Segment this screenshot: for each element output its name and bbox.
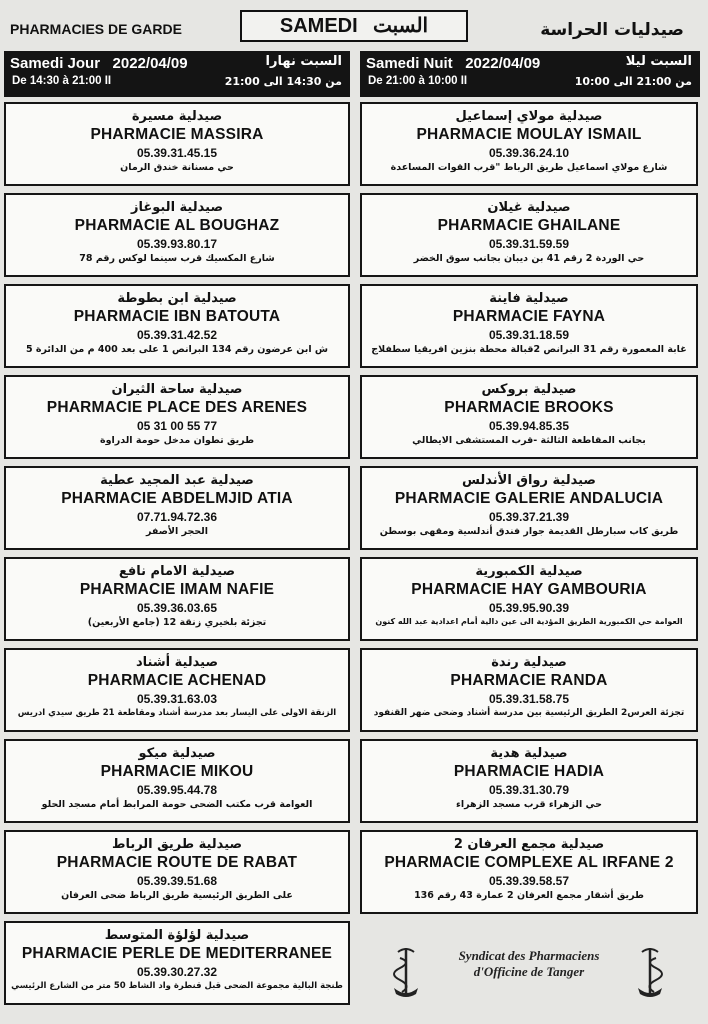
header-title-ar: صيدليات الحراسة xyxy=(540,20,684,40)
pharmacy-phone: 05.39.31.63.03 xyxy=(136,692,218,706)
pharmacy-card xyxy=(360,648,698,732)
pharmacy-phone: 05.39.39.51.68 xyxy=(136,874,218,888)
pharmacy-phone: 05.39.31.30.79 xyxy=(488,783,570,797)
pharmacy-name-ar: صيدلية الكمبورية xyxy=(475,564,583,579)
pharmacy-address: طنجة البالية مجموعة الضحى قبل قنطرة واد الشاط 50 متر من الشارع الرئيسي xyxy=(11,981,343,991)
pharmacy-phone: 07.71.94.72.36 xyxy=(136,510,218,524)
pharmacy-name-ar: صيدلية رندة xyxy=(491,655,567,670)
pharmacy-name-ar: صيدلية مسيرة xyxy=(131,109,223,124)
pharmacy-name: PHARMACIE PLACE DES ARENES xyxy=(46,399,308,416)
pharmacy-name-ar: صيدلية مجمع العرفان 2 xyxy=(453,837,605,852)
pharmacy-name-ar: صيدلية لؤلؤة المتوسط xyxy=(104,928,250,943)
pharmacy-name: PHARMACIE MOULAY ISMAIL xyxy=(416,126,642,143)
day-box xyxy=(240,10,468,42)
pharmacy-address: طريق تطوان مدخل حومة الدراوة xyxy=(99,435,255,446)
pharmacy-phone: 05.39.36.03.65 xyxy=(136,601,218,615)
pharmacy-name: PHARMACIE ROUTE DE RABAT xyxy=(56,854,298,871)
pharmacy-name: PHARMACIE IMAM NAFIE xyxy=(79,581,275,598)
pharmacy-card xyxy=(4,648,350,732)
night-shift-label-ar: السبت ليلا xyxy=(625,54,692,69)
pharmacy-address: ش ابن عرضون رقم 134 البرانص 1 على بعد 400 م من الدائرة 5 xyxy=(25,344,329,355)
pharmacy-name-ar: صيدلية غيلان xyxy=(487,200,571,215)
pharmacy-address: بجانب المقاطعة الثالثة -قرب المستشفى الايطالي xyxy=(412,435,646,446)
day-shift-hours-ar: من 14:30 الى 21:00 xyxy=(224,75,342,88)
pharmacy-address: تجزئة العرس2 الطريق الرئيسية بين مدرسة أشناد وضحى ضهر القنفود xyxy=(373,708,685,718)
pharmacy-name: PHARMACIE ACHENAD xyxy=(87,672,267,689)
pharmacy-address: غابة المعمورة رقم 31 البرانص 2قبالة محطة بنزين افريقيا سطفلاج xyxy=(371,344,687,355)
day-label-ar: السبت xyxy=(372,15,429,37)
day-shift-hours-fr: De 14:30 à 21:00 II xyxy=(12,75,112,87)
syndicate-footer xyxy=(364,928,694,1016)
pharmacy-phone: 05.39.95.90.39 xyxy=(488,601,570,615)
pharmacy-phone: 05.39.94.85.35 xyxy=(488,419,570,433)
pharmacy-phone: 05.39.31.18.59 xyxy=(488,328,570,342)
pharmacy-card xyxy=(360,284,698,368)
syndicate-line-1: Syndicat des Pharmaciens xyxy=(458,948,600,963)
pharmacy-phone: 05.39.95.44.78 xyxy=(136,783,218,797)
pharmacy-address: طريق كاب سبارطل القديمة جوار فندق أندلسية ومقهى بوسطن xyxy=(379,526,679,537)
pharmacy-address: العوامة حي الكمبورية الطريق المؤدية الى عين دالية أمام اعدادية عبد الله كنون xyxy=(375,617,683,626)
pharmacy-phone: 05.39.36.24.10 xyxy=(488,146,570,160)
pharmacy-card xyxy=(4,193,350,277)
pharmacy-name: PHARMACIE AL BOUGHAZ xyxy=(74,217,280,234)
pharmacy-card xyxy=(4,830,350,914)
night-shift-date: 2022/04/09 xyxy=(465,55,541,72)
day-label-fr: SAMEDI xyxy=(279,15,358,37)
pharmacy-card xyxy=(4,739,350,823)
pharmacy-address: تجزئة بلخيري زنقة 12 (جامع الأربعين) xyxy=(87,617,267,628)
pharmacy-name: PHARMACIE GHAILANE xyxy=(437,217,621,234)
pharmacy-name-ar: صيدلية الامام نافع xyxy=(118,564,236,579)
pharmacy-card xyxy=(4,466,350,550)
pharmacy-name-ar: صيدلية هدية xyxy=(490,746,568,761)
pharmacy-card xyxy=(360,193,698,277)
pharmacy-card xyxy=(360,557,698,641)
night-shift-label-date xyxy=(366,55,540,72)
pharmacy-card xyxy=(4,557,350,641)
pharmacy-card xyxy=(360,466,698,550)
day-shift-date: 2022/04/09 xyxy=(112,55,188,72)
pharmacy-card xyxy=(4,284,350,368)
night-shift-hours-ar: من 21:00 الى 10:00 xyxy=(574,75,692,88)
syndicate-line-2: d'Officine de Tanger xyxy=(473,964,585,979)
night-shift-header xyxy=(360,51,700,97)
pharmacy-address: شارع المكسيك قرب سينما لوكس رقم 78 xyxy=(79,253,275,264)
pharmacy-name: PHARMACIE HADIA xyxy=(453,763,605,780)
pharmacy-name-ar: صيدلية البوغاز xyxy=(130,200,223,215)
pharmacy-phone: 05 31 00 55 77 xyxy=(136,419,218,433)
night-shift-label: Samedi Nuit xyxy=(366,55,453,72)
pharmacy-address: العوامة قرب مكتب الضحى حومة المرابط أمام مسجد الحلو xyxy=(41,799,313,810)
pharmacy-phone: 05.39.31.59.59 xyxy=(488,237,570,251)
page-header xyxy=(0,6,708,46)
pharmacy-name: PHARMACIE BROOKS xyxy=(444,399,614,416)
pharmacy-card xyxy=(360,102,698,186)
pharmacy-address: طريق أشقار مجمع العرفان 2 عمارة 43 رقم 136 xyxy=(414,890,644,901)
pharmacy-name-ar: صيدلية فاينة xyxy=(489,291,569,306)
pharmacy-name: PHARMACIE COMPLEXE AL IRFANE 2 xyxy=(384,854,674,871)
pharmacy-card xyxy=(360,375,698,459)
pharmacy-address: على الطريق الرئيسية طريق الرباط ضحى العرفان xyxy=(61,890,293,901)
pharmacy-card xyxy=(4,102,350,186)
pharmacy-address: حي الوردة 2 رقم 41 بن ديبان بجانب سوق الخضر xyxy=(413,253,645,264)
pharmacy-name: PHARMACIE MIKOU xyxy=(100,763,254,780)
pharmacy-phone: 05.39.37.21.39 xyxy=(488,510,570,524)
pharmacy-name: PHARMACIE RANDA xyxy=(450,672,608,689)
pharmacy-address: حي مسنانة خندق الرمان xyxy=(120,162,234,173)
pharmacy-name-ar: صيدلية عبد المجيد عطية xyxy=(100,473,254,488)
pharmacy-name-ar: صيدلية ابن بطوطة xyxy=(117,291,237,306)
pharmacy-name: PHARMACIE HAY GAMBOURIA xyxy=(411,581,647,598)
pharmacy-phone: 05.39.31.45.15 xyxy=(136,146,218,160)
pharmacy-phone: 05.39.31.42.52 xyxy=(136,328,218,342)
pharmacy-name: PHARMACIE ABDELMJID ATIA xyxy=(61,490,293,507)
pharmacy-address: حي الزهراء قرب مسجد الزهراء xyxy=(456,799,602,810)
pharmacy-card xyxy=(4,375,350,459)
pharmacy-address: شارع مولاي اسماعيل طريق الرباط "قرب القوات المساعدة xyxy=(390,162,668,173)
pharmacy-name-ar: صيدلية ميكو xyxy=(138,746,216,761)
caduceus-icon xyxy=(632,942,668,998)
pharmacy-name: PHARMACIE GALERIE ANDALUCIA xyxy=(394,490,664,507)
pharmacy-card xyxy=(4,921,350,1005)
pharmacy-phone: 05.39.93.80.17 xyxy=(136,237,218,251)
pharmacy-name: PHARMACIE PERLE DE MEDITERRANEE xyxy=(21,945,333,962)
pharmacy-name: PHARMACIE MASSIRA xyxy=(90,126,264,143)
night-shift-hours-fr: De 21:00 à 10:00 II xyxy=(368,75,468,87)
pharmacy-name-ar: صيدلية رواق الأندلس xyxy=(462,473,596,488)
pharmacy-phone: 05.39.30.27.32 xyxy=(136,965,218,979)
day-shift-header xyxy=(4,51,350,97)
pharmacy-card xyxy=(360,830,698,914)
pharmacy-name: PHARMACIE FAYNA xyxy=(452,308,606,325)
pharmacy-name-ar: صيدلية ساحة الثيران xyxy=(111,382,243,397)
pharmacy-name: PHARMACIE IBN BATOUTA xyxy=(73,308,281,325)
pharmacy-phone: 05.39.39.58.57 xyxy=(488,874,570,888)
pharmacy-address: الحجر الأصفر xyxy=(146,526,208,537)
pharmacy-name-ar: صيدلية طريق الرباط xyxy=(111,837,243,852)
caduceus-icon xyxy=(388,942,424,998)
pharmacy-address: الزنقة الاولى على اليسار بعد مدرسة أشناد ومقاطعة 21 طريق سيدي ادريس xyxy=(17,708,337,718)
day-shift-label: Samedi Jour xyxy=(10,55,101,72)
day-shift-label-date xyxy=(10,55,188,72)
header-title-fr: PHARMACIES DE GARDE xyxy=(10,21,182,37)
pharmacy-name-ar: صيدلية بروكس xyxy=(481,382,577,397)
day-shift-label-ar: السبت نهارا xyxy=(265,54,342,69)
pharmacy-phone: 05.39.31.58.75 xyxy=(488,692,570,706)
pharmacy-card xyxy=(360,739,698,823)
syndicate-text xyxy=(426,948,632,980)
pharmacy-name-ar: صيدلية مولاي إسماعيل xyxy=(455,109,603,124)
pharmacy-name-ar: صيدلية أشناد xyxy=(135,655,219,670)
